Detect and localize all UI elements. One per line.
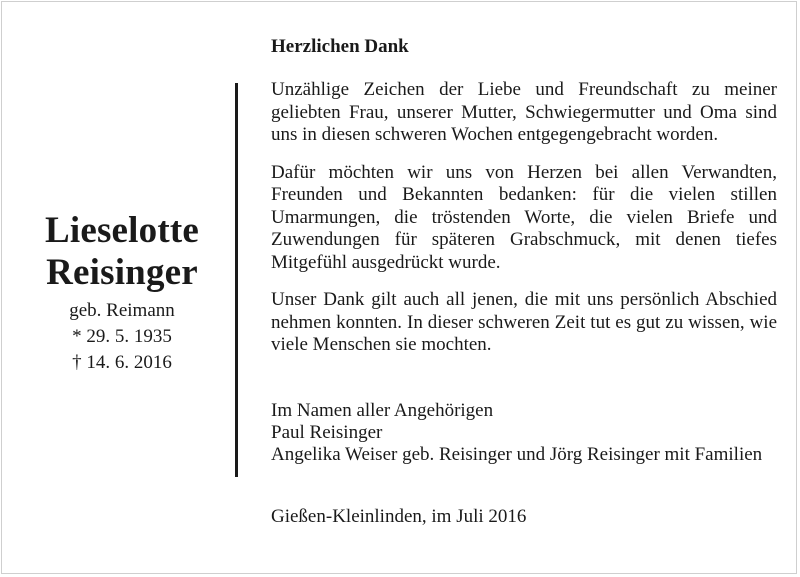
- deceased-last-name: Reisinger: [46, 252, 198, 293]
- vertical-divider: [235, 83, 238, 477]
- deceased-block: [22, 210, 222, 376]
- maiden-name: geb. Reimann: [69, 300, 175, 321]
- paragraph-3: Unser Dank gilt auch all jenen, die mit uns persönlich Abschied nehmen konnten. In dieser schweren Zeit tut es gut zu wissen, wie viele Menschen sie mochten.: [271, 289, 777, 355]
- birth-date: * 29. 5. 1935: [72, 326, 172, 347]
- signature-line-1: Paul Reisinger: [271, 421, 383, 443]
- signature-line-2: Angelika Weiser geb. Reisinger und Jörg Reisinger mit Familien: [271, 443, 763, 465]
- paragraph-1: Unzählige Zeichen der Liebe und Freundschaft zu meiner geliebten Frau, unserer Mutter, Schwiegermutter und Oma sind uns in diesen schweren Wochen entgegengebracht worden.: [271, 79, 777, 145]
- place-date: Gießen-Kleinlinden, im Juli 2016: [271, 506, 527, 527]
- death-date: † 14. 6. 2016: [72, 352, 172, 373]
- deceased-first-name: Lieselotte: [44, 210, 200, 251]
- notice-heading: Herzlichen Dank: [271, 36, 409, 57]
- signature-intro: Im Namen aller Angehörigen: [271, 399, 494, 421]
- signature-block: [271, 400, 777, 466]
- thank-you-text: [271, 36, 777, 466]
- paragraph-2: Dafür möchten wir uns von Herzen bei allen Verwandten, Freunden und Bekannten bedanken: für die vielen stillen Umarmungen, die tröstenden Worte, die vielen Briefe und Zuwendungen für späteren Grabschmuck, mit denen tiefes Mitgefühl ausgedrückt wurde.: [271, 161, 777, 273]
